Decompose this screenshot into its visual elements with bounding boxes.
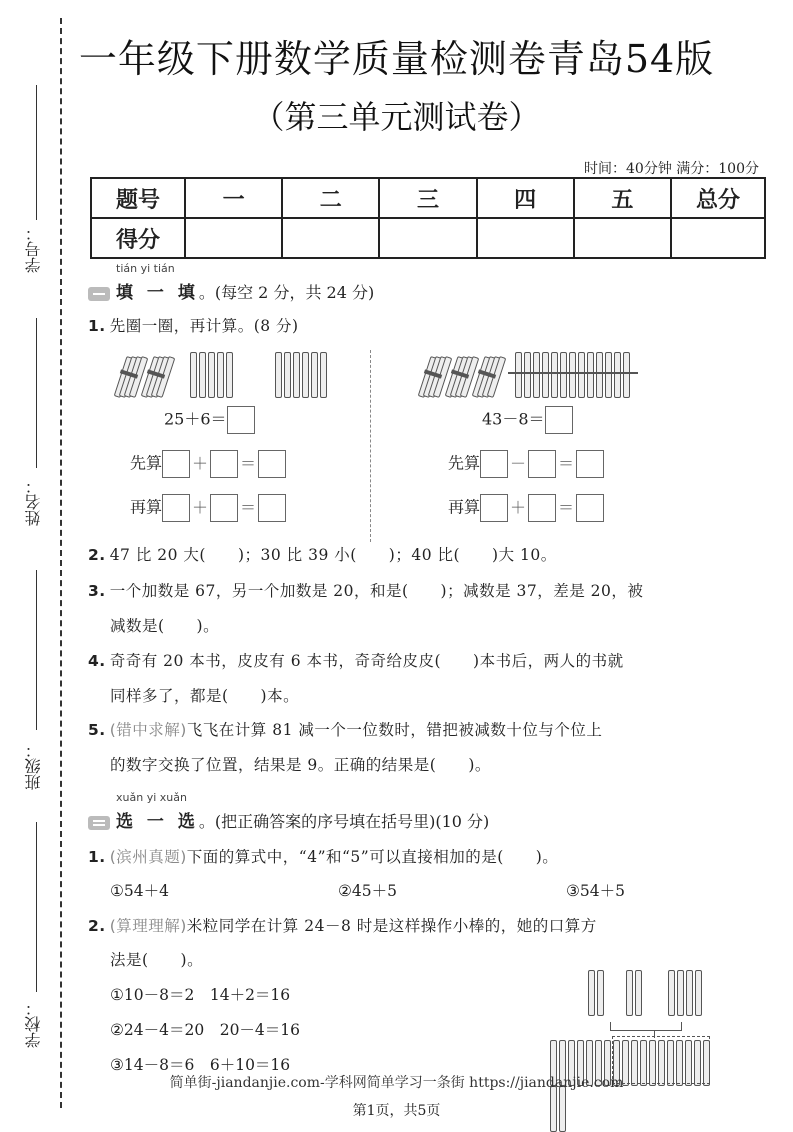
plus-sign: ＋: [192, 453, 209, 473]
page-footer: 第1页，共5页: [352, 1103, 441, 1119]
equals-sign: ＝: [240, 497, 257, 517]
school-line: [36, 822, 37, 992]
section1-heading: [88, 278, 374, 303]
s1-q5-tag: (错中求解): [109, 721, 187, 739]
school-label: 学校：: [24, 1000, 43, 1048]
stick-bundle-icon: [447, 354, 473, 398]
left-first-step: [130, 450, 286, 478]
stick-icon: [533, 352, 540, 398]
page-subtitle: （第三单元测试卷）: [252, 98, 541, 136]
s1-q3-line1: [88, 579, 643, 601]
s1-q1-number: 1.: [88, 317, 106, 335]
second-step-label: 再算: [130, 497, 163, 517]
section1-title: 填 一 填: [116, 283, 199, 303]
left-second-step: [130, 494, 286, 522]
stick-icon: [199, 352, 206, 398]
score-header-cell: 二: [282, 178, 379, 218]
stick-icon: [668, 970, 675, 1016]
stick-icon: [226, 352, 233, 398]
answer-box[interactable]: [528, 494, 556, 522]
stick-icon: [284, 352, 291, 398]
equals-sign: ＝: [240, 453, 257, 473]
stick-bundle-icon: [626, 970, 633, 1016]
s2-q2-option-3[interactable]: ③14－8＝6 6＋10＝16: [110, 1056, 291, 1074]
answer-box[interactable]: [528, 450, 556, 478]
answer-box[interactable]: [576, 494, 604, 522]
answer-box[interactable]: [227, 406, 255, 434]
stick-bundle-icon: [143, 354, 169, 398]
stick-icon: [695, 970, 702, 1016]
s2-q2-option-1[interactable]: ①10－8＝2 14＋2＝16: [110, 986, 291, 1004]
s1-q4-text: 奇奇有 20 本书，皮皮有 6 本书，奇奇给皮皮( )本书后，两人的书就: [109, 652, 624, 670]
equals-sign: ＝: [558, 453, 575, 473]
class-line: [36, 570, 37, 730]
answer-box[interactable]: [545, 406, 573, 434]
answer-box[interactable]: [162, 494, 190, 522]
plus-sign: ＋: [510, 497, 527, 517]
score-cell[interactable]: [185, 218, 282, 258]
watermark: 简单街-jiandanjie.com-学科网简单学习一条街 https://jiandanjie.com: [169, 1075, 624, 1091]
section2-pinyin: xuǎn yi xuǎn: [116, 791, 187, 804]
s1-q2-number: 2.: [88, 546, 106, 564]
student-id-label: 学号：: [24, 225, 43, 273]
stick-icon: [578, 352, 585, 398]
score-cell[interactable]: [574, 218, 671, 258]
score-header-cell: 题号: [91, 178, 185, 218]
stick-icon: [587, 352, 594, 398]
s1-q2-text: 47 比 20 大( )；30 比 39 小( )；40 比( )大 10。: [109, 546, 557, 564]
stick-icon: [208, 352, 215, 398]
left-expression-text: 25＋6＝: [164, 409, 227, 429]
s2-q1-option-3[interactable]: ③54＋5: [566, 882, 625, 900]
stick-icon: [677, 970, 684, 1016]
s2-q2-line2: 法是( )。: [110, 951, 204, 969]
left-main-expression: [164, 406, 255, 434]
first-step-label: 先算: [130, 453, 163, 473]
stick-bundle-icon: [420, 354, 446, 398]
s1-q3-text: 一个加数是 67，另一个加数是 20，和是( )；减数是 37，差是 20，被: [109, 582, 644, 600]
time-info: 时间：40分钟 满分：100分: [584, 161, 759, 177]
stick-icon: [596, 352, 603, 398]
answer-box[interactable]: [480, 450, 508, 478]
score-header-cell: 五: [574, 178, 671, 218]
answer-box[interactable]: [576, 450, 604, 478]
right-second-step: [448, 494, 604, 522]
right-expression-text: 43－8＝: [482, 409, 545, 429]
section2-title: 选 一 选: [116, 812, 199, 832]
right-main-expression: [482, 406, 573, 434]
stick-icon: [614, 352, 621, 398]
stick-picture-right: [420, 352, 632, 398]
s1-q4-line1: [88, 649, 624, 671]
stick-icon: [524, 352, 531, 398]
s2-q1-tag: (滨州真题): [109, 848, 187, 866]
stick-icon: [542, 352, 549, 398]
class-label: 班级：: [24, 742, 43, 790]
s2-q1-option-2[interactable]: ②45＋5: [338, 882, 397, 900]
stick-bundle-icon: [635, 970, 642, 1016]
second-step-label: 再算: [448, 497, 481, 517]
s2-q1-number: 1.: [88, 848, 106, 866]
stick-icon: [515, 352, 522, 398]
s1-q3-number: 3.: [88, 582, 106, 600]
stick-icon: [605, 352, 612, 398]
s2-q2-option-2[interactable]: ②24－4＝20 20－4＝16: [110, 1021, 301, 1039]
score-table: [90, 177, 766, 259]
section2-number-badge: [88, 816, 110, 830]
cross-out-line: [508, 372, 638, 374]
name-label: 姓名：: [24, 478, 43, 526]
s2-q1-text: 下面的算式中，“4”和“5”可以直接相加的是( )。: [186, 848, 559, 866]
stick-icon: [686, 970, 693, 1016]
section2-note: 。(把正确答案的序号填在括号里)(10 分): [198, 812, 490, 831]
score-cell[interactable]: [282, 218, 379, 258]
name-line: [36, 318, 37, 468]
stick-icon: [293, 352, 300, 398]
page-title: 一年级下册数学质量检测卷青岛54版: [78, 37, 715, 81]
s1-q3-line2: 减数是( )。: [110, 617, 220, 635]
section2-heading: [88, 807, 489, 832]
stick-icon: [569, 352, 576, 398]
minus-sign: －: [510, 453, 527, 473]
plus-sign: ＋: [192, 497, 209, 517]
stick-bundle-icon: [588, 970, 595, 1016]
s1-q5-line1: [88, 718, 602, 740]
s2-q2-tag: (算理理解): [109, 917, 187, 935]
answer-box[interactable]: [210, 450, 238, 478]
stick-icon: [217, 352, 224, 398]
stick-icon: [302, 352, 309, 398]
s1-q5-line2: 的数字交换了位置，结果是 9。正确的结果是( )。: [110, 756, 491, 774]
score-row-label: 得分: [91, 218, 185, 258]
stick-operation-picture: [588, 970, 704, 1016]
answer-box[interactable]: [162, 450, 190, 478]
score-header-cell: 一: [185, 178, 282, 218]
section1-number-badge: [88, 287, 110, 301]
right-first-step: [448, 450, 604, 478]
s1-q2: [88, 543, 557, 565]
section1-note: 。(每空 2 分，共 24 分): [198, 283, 375, 302]
answer-box[interactable]: [258, 450, 286, 478]
stick-icon: [190, 352, 197, 398]
score-table-header-row: [91, 178, 765, 218]
score-header-cell: 总分: [671, 178, 765, 218]
stick-bundle-icon: [474, 354, 500, 398]
s2-q2-text: 米粒同学在计算 24－8 时是这样操作小棒的，她的口算方: [186, 917, 597, 935]
s1-q1-text: 先圈一圈，再计算。(8 分): [109, 317, 299, 335]
stick-icon: [275, 352, 282, 398]
column-divider: [370, 350, 371, 542]
equals-sign: ＝: [558, 497, 575, 517]
score-cell[interactable]: [379, 218, 476, 258]
stick-icon: [551, 352, 558, 398]
answer-box[interactable]: [210, 494, 238, 522]
s1-q4-line2: 同样多了，都是( )本。: [110, 687, 300, 705]
stick-icon: [311, 352, 318, 398]
s1-q1: [88, 314, 299, 336]
answer-box[interactable]: [480, 494, 508, 522]
first-step-label: 先算: [448, 453, 481, 473]
s1-q5-number: 5.: [88, 721, 106, 739]
s2-q2-number: 2.: [88, 917, 106, 935]
section1-pinyin: tián yi tián: [116, 262, 175, 275]
s2-q1-option-1[interactable]: ①54＋4: [110, 882, 169, 900]
score-header-cell: 三: [379, 178, 476, 218]
s1-q5-text: 飞飞在计算 81 减一个一位数时，错把被减数十位与个位上: [186, 721, 603, 739]
answer-box[interactable]: [258, 494, 286, 522]
s2-q2-line1: [88, 914, 597, 936]
stick-picture-left: [116, 352, 329, 398]
binding-dashed-line: [60, 18, 62, 1108]
s2-q1: [88, 845, 558, 867]
score-header-cell: 四: [477, 178, 574, 218]
bracket-line: [610, 1022, 682, 1031]
stick-icon: [560, 352, 567, 398]
stick-bundle-icon: [116, 354, 142, 398]
score-table-score-row: [91, 218, 765, 258]
stick-icon: [320, 352, 327, 398]
score-cell[interactable]: [477, 218, 574, 258]
stick-bundle-icon: [597, 970, 604, 1016]
stick-icon: [623, 352, 630, 398]
s1-q4-number: 4.: [88, 652, 106, 670]
score-cell[interactable]: [671, 218, 765, 258]
